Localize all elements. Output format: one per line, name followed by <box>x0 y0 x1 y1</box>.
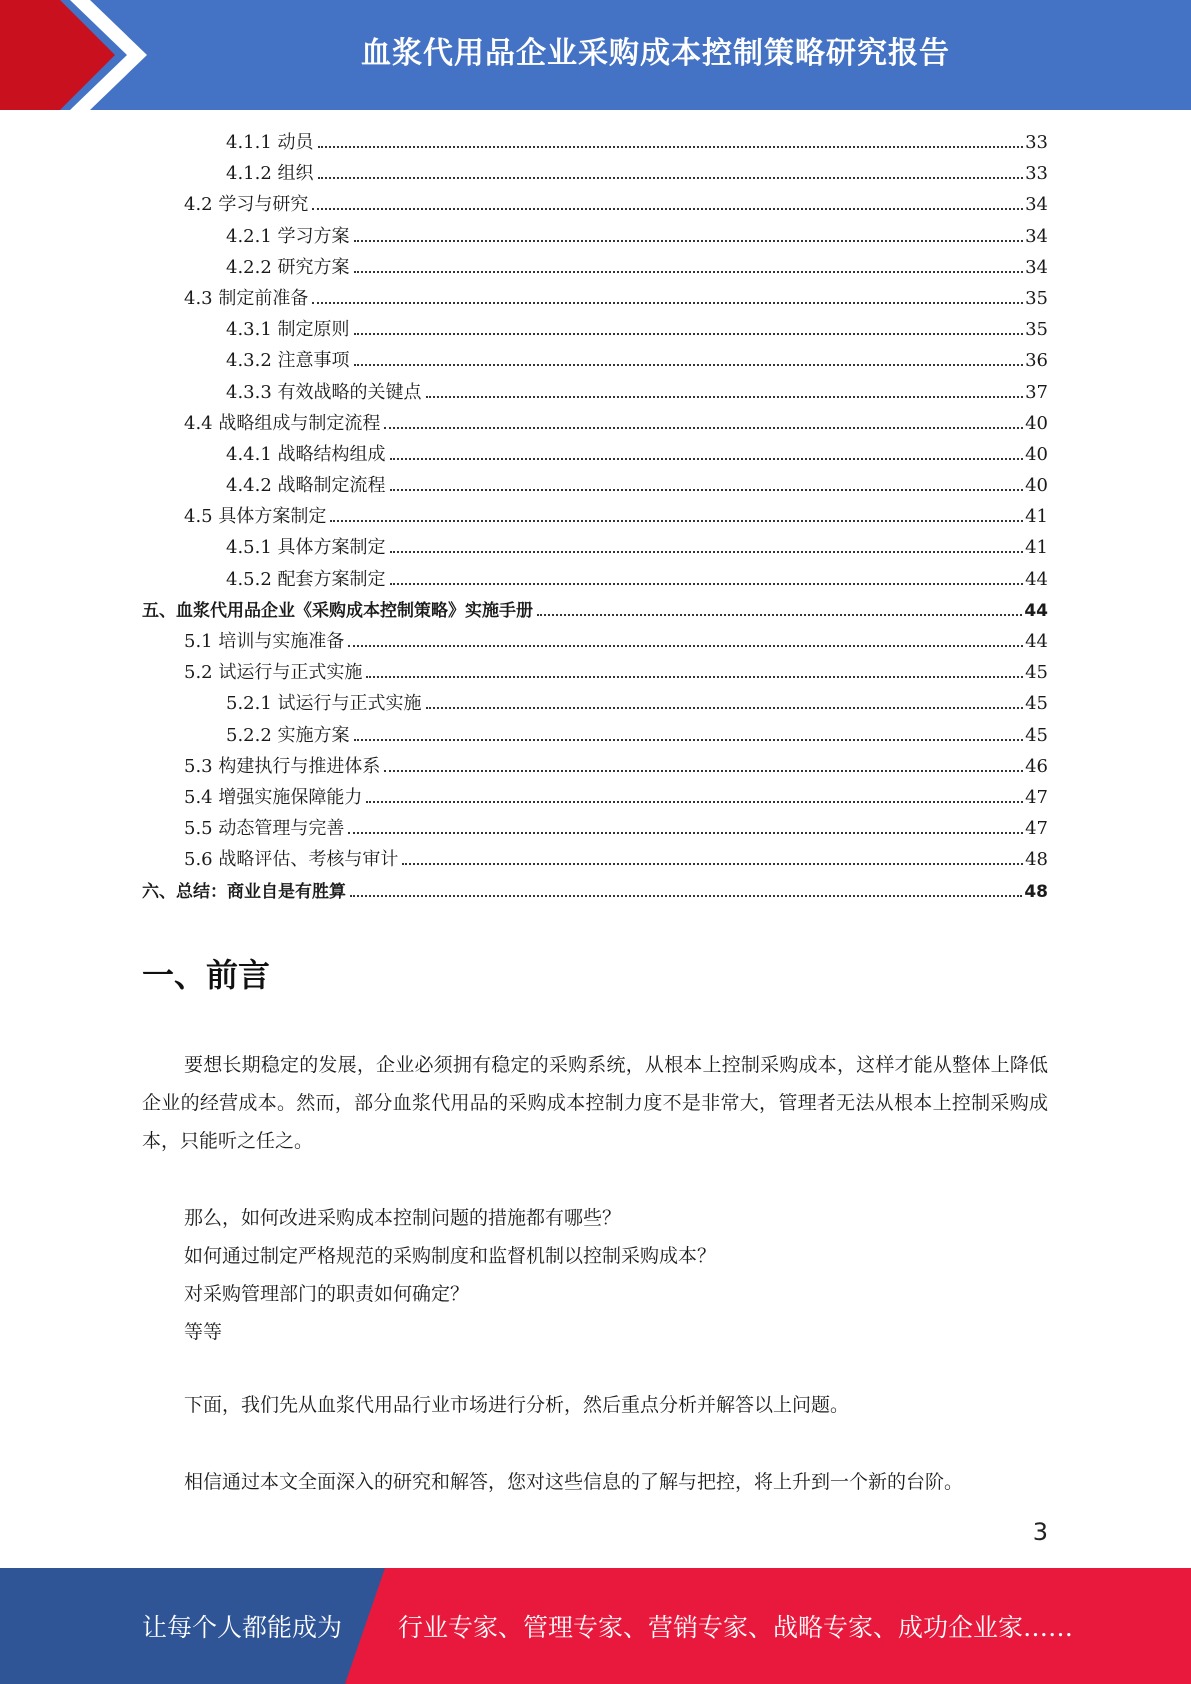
toc-entry-label: 4.5.2 配套方案制定 <box>226 568 386 590</box>
toc-entry[interactable] <box>142 658 1048 689</box>
toc-entry-label: 5.2 试运行与正式实施 <box>184 662 363 684</box>
toc-entry-page: 45 <box>1025 693 1048 715</box>
toc-entry[interactable] <box>142 159 1048 190</box>
toc-entry-page: 45 <box>1025 724 1048 746</box>
toc-entry-page: 45 <box>1025 662 1048 684</box>
toc-dot-leader <box>330 519 1023 522</box>
toc-entry-label: 5.2.1 试运行与正式实施 <box>226 693 422 715</box>
question-item: 那么，如何改进采购成本控制问题的措施都有哪些？ <box>184 1207 622 1229</box>
toc-entry-label: 4.2 学习与研究 <box>184 194 309 216</box>
toc-entry[interactable] <box>142 565 1048 596</box>
toc-dot-leader <box>348 644 1023 647</box>
report-title: 血浆代用品企业采购成本控制策略研究报告 <box>361 36 950 71</box>
toc-entry-label: 4.4.2 战略制定流程 <box>226 475 386 497</box>
page-footer <box>0 1568 1191 1684</box>
toc-entry[interactable] <box>142 253 1048 284</box>
toc-dot-leader <box>426 706 1024 709</box>
toc-entry-label: 4.2.2 研究方案 <box>226 256 350 278</box>
toc-dot-leader <box>318 176 1024 179</box>
toc-entry[interactable] <box>142 752 1048 783</box>
toc-entry-label: 5.1 培训与实施准备 <box>184 631 345 652</box>
footer-slogan-left: 让每个人都能成为 <box>142 1613 343 1642</box>
question-item: 如何通过制定严格规范的采购制度和监督机制以控制采购成本？ <box>184 1245 717 1267</box>
toc-dot-leader <box>426 395 1024 398</box>
toc-dot-leader <box>537 613 1022 616</box>
page-header <box>0 0 1191 110</box>
toc-dot-leader <box>390 488 1024 491</box>
toc-entry-page: 47 <box>1025 786 1048 808</box>
toc-entry-page: 33 <box>1025 163 1048 185</box>
toc-entry[interactable] <box>142 346 1048 377</box>
toc-dot-leader <box>354 270 1024 273</box>
toc-dot-leader <box>354 239 1024 242</box>
toc-entry[interactable] <box>142 877 1048 908</box>
toc-dot-leader <box>348 831 1023 834</box>
toc-entry-page: 41 <box>1025 506 1048 528</box>
toc-entry[interactable] <box>142 471 1048 502</box>
page-number: 3 <box>1032 1518 1048 1546</box>
toc-dot-leader <box>350 894 1022 897</box>
toc-dot-leader <box>312 207 1023 210</box>
toc-dot-leader <box>384 426 1023 429</box>
toc-entry-label: 4.2.1 学习方案 <box>226 225 350 247</box>
toc-entry-label: 4.3 制定前准备 <box>184 287 309 309</box>
toc-entry[interactable] <box>142 222 1048 253</box>
toc-dot-leader <box>402 862 1023 865</box>
analysis-paragraph: 下面，我们先从血浆代用品行业市场进行分析，然后重点分析并解答以上问题。 <box>184 1394 850 1416</box>
toc-entry[interactable] <box>142 783 1048 814</box>
toc-entry[interactable] <box>142 409 1048 440</box>
toc-entry-page: 47 <box>1025 818 1048 840</box>
toc-entry-page: 35 <box>1025 287 1048 309</box>
toc-entry-label: 4.5.1 具体方案制定 <box>226 537 386 559</box>
footer-slogan-right: 行业专家、管理专家、营销专家、战略专家、成功企业家…… <box>398 1613 1074 1642</box>
table-of-contents <box>142 128 1048 908</box>
toc-entry-page: 44 <box>1025 631 1048 652</box>
toc-dot-leader <box>354 738 1024 741</box>
toc-dot-leader <box>390 582 1024 585</box>
toc-entry-label: 4.3.1 制定原则 <box>226 319 350 341</box>
toc-dot-leader <box>354 332 1024 335</box>
closing-paragraph: 相信通过本文全面深入的研究和解答，您对这些信息的了解与把控，将上升到一个新的台阶。 <box>184 1471 964 1493</box>
toc-entry[interactable] <box>142 533 1048 564</box>
toc-dot-leader <box>366 675 1023 678</box>
toc-entry-page: 40 <box>1025 412 1048 434</box>
toc-entry[interactable] <box>142 627 1048 658</box>
toc-entry[interactable] <box>142 596 1048 627</box>
toc-dot-leader <box>312 301 1023 304</box>
toc-entry-label: 4.4.1 战略结构组成 <box>226 443 386 465</box>
toc-entry-page: 34 <box>1025 194 1048 216</box>
toc-entry-page: 44 <box>1025 568 1048 590</box>
toc-entry-label: 4.3.3 有效战略的关键点 <box>226 381 422 403</box>
toc-entry-label: 4.1.2 组织 <box>226 163 314 185</box>
toc-dot-leader <box>318 145 1024 148</box>
toc-entry[interactable] <box>142 814 1048 845</box>
toc-entry-page: 35 <box>1025 319 1048 341</box>
toc-entry[interactable] <box>142 689 1048 720</box>
toc-entry-label: 4.3.2 注意事项 <box>226 350 350 372</box>
toc-entry-label: 六、总结：商业自是有胜算 <box>142 881 346 902</box>
toc-dot-leader <box>390 457 1024 460</box>
toc-entry-label: 5.6 战略评估、考核与审计 <box>184 849 399 871</box>
toc-dot-leader <box>354 363 1024 366</box>
toc-entry-page: 37 <box>1025 381 1048 403</box>
toc-entry-page: 34 <box>1025 256 1048 278</box>
question-list <box>184 1199 716 1351</box>
toc-entry[interactable] <box>142 502 1048 533</box>
toc-entry-label: 4.5 具体方案制定 <box>184 506 327 528</box>
toc-entry-page: 44 <box>1024 600 1048 621</box>
toc-dot-leader <box>390 550 1024 553</box>
toc-entry[interactable] <box>142 378 1048 409</box>
toc-entry[interactable] <box>142 128 1048 159</box>
header-arrow-decoration <box>0 0 160 110</box>
toc-entry[interactable] <box>142 845 1048 876</box>
toc-entry[interactable] <box>142 315 1048 346</box>
toc-entry-page: 48 <box>1024 881 1048 902</box>
toc-entry[interactable] <box>142 440 1048 471</box>
toc-entry-label: 五、血浆代用品企业《采购成本控制策略》实施手册 <box>142 600 533 621</box>
toc-entry[interactable] <box>142 284 1048 315</box>
toc-entry-page: 46 <box>1025 755 1048 777</box>
question-item: 对采购管理部门的职责如何确定？ <box>184 1283 470 1305</box>
toc-entry-label: 5.3 构建执行与推进体系 <box>184 755 381 777</box>
toc-entry-label: 4.4 战略组成与制定流程 <box>184 412 381 434</box>
toc-entry-page: 48 <box>1025 849 1048 871</box>
toc-entry-page: 41 <box>1025 537 1048 559</box>
toc-entry-label: 5.5 动态管理与完善 <box>184 818 345 840</box>
toc-dot-leader <box>384 769 1023 772</box>
toc-entry-label: 4.1.1 动员 <box>226 132 314 153</box>
toc-dot-leader <box>366 800 1023 803</box>
toc-entry-label: 5.2.2 实施方案 <box>226 724 350 746</box>
intro-paragraph: 要想长期稳定的发展，企业必须拥有稳定的采购系统，从根本上控制采购成本，这样才能从整体上降低企业的经营成本。然而，部分血浆代用品的采购成本控制力度不是非常大，管理者无法从根本上控制采购成本，只能听之任之。 <box>142 1054 1048 1152</box>
section-title: 一、前言 <box>142 956 271 994</box>
toc-entry-page: 40 <box>1025 443 1048 465</box>
toc-entry[interactable] <box>142 721 1048 752</box>
toc-entry-page: 36 <box>1025 350 1048 372</box>
toc-entry[interactable] <box>142 190 1048 221</box>
toc-entry-page: 40 <box>1025 475 1048 497</box>
toc-entry-label: 5.4 增强实施保障能力 <box>184 786 363 808</box>
toc-entry-page: 34 <box>1025 225 1048 247</box>
toc-entry-page: 33 <box>1025 132 1048 153</box>
question-item: 等等 <box>184 1321 223 1343</box>
